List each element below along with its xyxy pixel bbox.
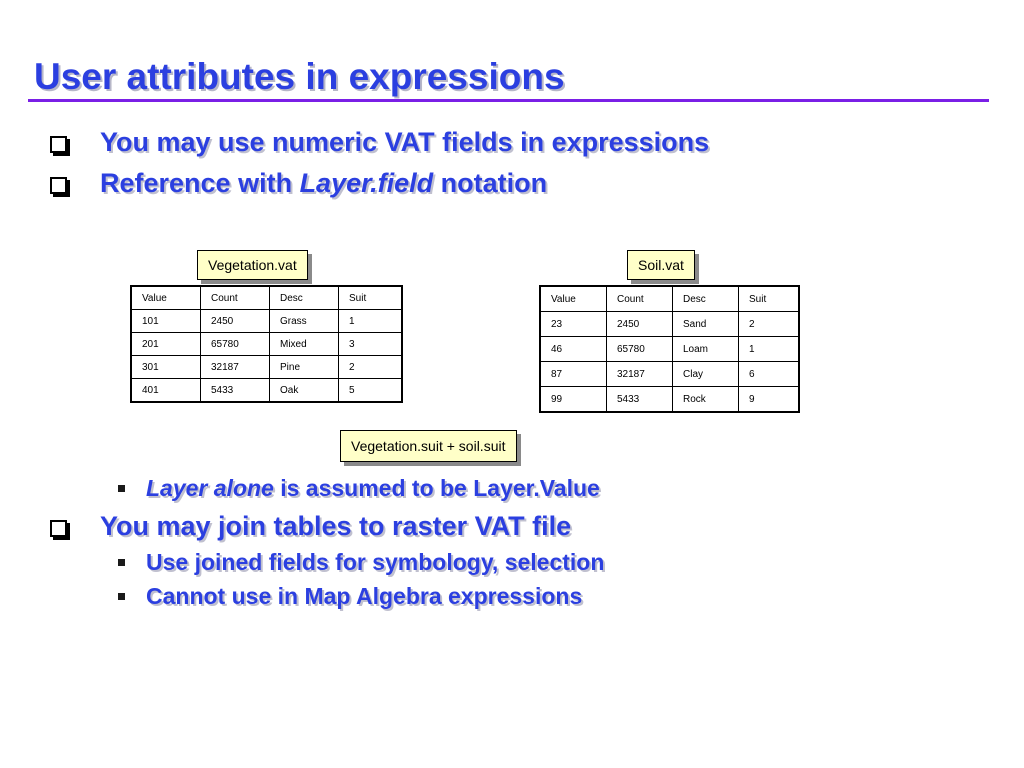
bullet-italic-text: Layer alone <box>146 475 274 501</box>
column-header: Suit <box>739 286 800 312</box>
table-cell: 6 <box>739 362 800 387</box>
table-row <box>540 337 799 362</box>
column-header: Value <box>540 286 607 312</box>
table-cell: 2450 <box>607 312 673 337</box>
checkbox-bullet-icon <box>50 136 67 153</box>
column-header: Count <box>201 286 270 310</box>
table-cell: 5 <box>339 379 403 403</box>
table-cell: 87 <box>540 362 607 387</box>
title-underline <box>28 99 989 102</box>
table-cell: 32187 <box>201 356 270 379</box>
soil-vat-label: Soil.vat <box>627 250 695 280</box>
table-cell: Grass <box>270 310 339 333</box>
soil-vat-table <box>539 285 800 413</box>
bullet-text: Reference with <box>100 168 300 198</box>
bullet-reference-notation <box>100 168 547 199</box>
table-cell: 301 <box>131 356 201 379</box>
square-bullet-icon <box>118 559 125 566</box>
table-cell: Clay <box>673 362 739 387</box>
table-cell: 3 <box>339 333 403 356</box>
column-header: Desc <box>270 286 339 310</box>
table-cell: 5433 <box>607 387 673 413</box>
table-cell: 99 <box>540 387 607 413</box>
table-cell: 2450 <box>201 310 270 333</box>
column-header: Count <box>607 286 673 312</box>
bullet-text: notation <box>433 168 548 198</box>
table-cell: 65780 <box>607 337 673 362</box>
table-cell: 1 <box>739 337 800 362</box>
column-header: Value <box>131 286 201 310</box>
table-cell: 5433 <box>201 379 270 403</box>
column-header: Desc <box>673 286 739 312</box>
bullet-text: is assumed to be Layer.Value <box>273 475 600 501</box>
table-cell: 2 <box>739 312 800 337</box>
table-cell: 101 <box>131 310 201 333</box>
bullet-layer-alone <box>146 475 600 502</box>
table-cell: 32187 <box>607 362 673 387</box>
table-cell: 23 <box>540 312 607 337</box>
square-bullet-icon <box>118 593 125 600</box>
table-row <box>540 387 799 413</box>
table-cell: 401 <box>131 379 201 403</box>
table-row <box>540 362 799 387</box>
table-row <box>540 312 799 337</box>
table-cell: Loam <box>673 337 739 362</box>
table-cell: Oak <box>270 379 339 403</box>
table-row <box>131 356 402 379</box>
table-row <box>131 310 402 333</box>
vegetation-vat-label: Vegetation.vat <box>197 250 308 280</box>
table-cell: Rock <box>673 387 739 413</box>
vegetation-vat-table <box>130 285 403 403</box>
table-row <box>131 379 402 403</box>
table-row <box>131 333 402 356</box>
table-header-row <box>540 286 799 312</box>
table-cell: Sand <box>673 312 739 337</box>
checkbox-bullet-icon <box>50 520 67 537</box>
column-header: Suit <box>339 286 403 310</box>
bullet-cannot-use: Cannot use in Map Algebra expressions <box>146 583 583 609</box>
expression-label: Vegetation.suit + soil.suit <box>340 430 517 462</box>
bullet-join-tables: You may join tables to raster VAT file <box>100 511 572 541</box>
table-cell: 1 <box>339 310 403 333</box>
table-cell: 201 <box>131 333 201 356</box>
table-cell: Pine <box>270 356 339 379</box>
bullet-joined-fields: Use joined fields for symbology, selection <box>146 549 605 575</box>
table-cell: 9 <box>739 387 800 413</box>
bullet-italic-text: Layer.field <box>299 168 434 198</box>
table-cell: 65780 <box>201 333 270 356</box>
page-title: User attributes in expressions <box>34 56 565 97</box>
table-cell: Mixed <box>270 333 339 356</box>
table-cell: 46 <box>540 337 607 362</box>
table-header-row <box>131 286 402 310</box>
bullet-numeric-vat: You may use numeric VAT fields in expressions <box>100 127 710 157</box>
table-cell: 2 <box>339 356 403 379</box>
square-bullet-icon <box>118 485 125 492</box>
checkbox-bullet-icon <box>50 177 67 194</box>
